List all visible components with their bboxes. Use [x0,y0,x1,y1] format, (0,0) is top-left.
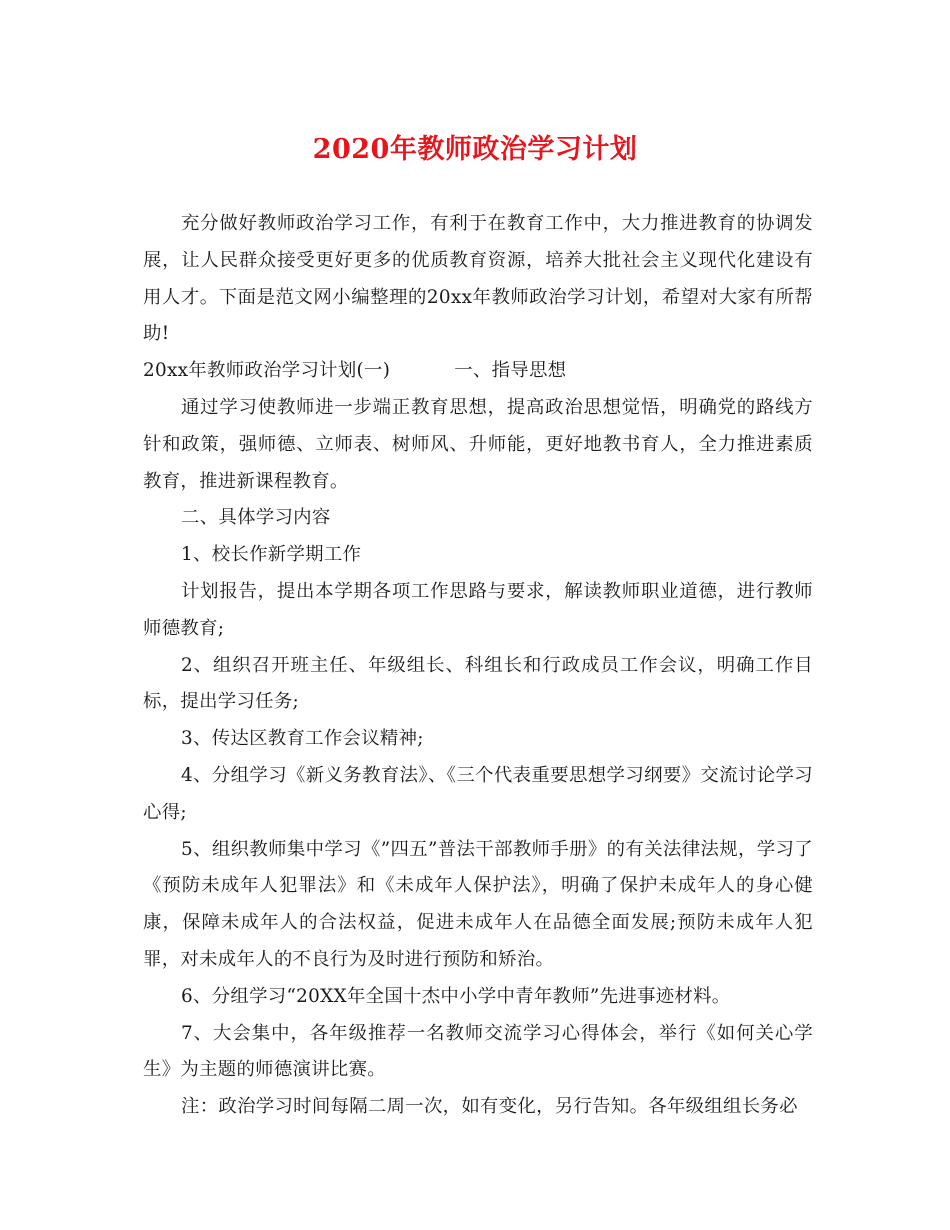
intro-paragraph: 充分做好教师政治学习工作，有利于在教育工作中，大力推进教育的协调发展，让人民群众接受更好更多的优质教育资源，培养大批社会主义现代化建设有用人才。下面是范文网小编整理的20xx年教师政治学习计划，希望对大家有所帮助! [143,213,813,345]
section1-body: 通过学习使教师进一步端正教育思想，提高政治思想觉悟，明确党的路线方针和政策，强师德、立师表、树师风、升师能，更好地教书育人，全力推进素质教育，推进新课程教育。 [143,396,813,492]
note: 注：政治学习时间每隔二周一次，如有变化，另行告知。各年级组组长务必 [181,1096,798,1118]
document-title: 2020年教师政治学习计划 [312,134,638,165]
item6: 6、分组学习“20XX年全国十杰中小学中青年教师”先进事迹材料。 [181,985,731,1007]
section1-heading: 一、指导思想 [454,360,567,382]
section2-heading: 二、具体学习内容 [181,507,331,529]
plan-heading-line [143,353,813,390]
item2: 2、组织召开班主任、年级组长、科组长和行政成员工作会议，明确工作目标，提出学习任务; [143,654,813,713]
item1-body: 计划报告，提出本学期各项工作思路与要求，解读教师职业道德，进行教师师德教育; [143,580,813,639]
item4: 4、分组学习《新义务教育法》、《三个代表重要思想学习纲要》交流讨论学习心得; [143,764,813,823]
item5: 5、组织教师集中学习《”四五”普法干部教师手册》的有关法律法规，学习了《预防未成年人犯罪法》和《未成年人保护法》，明确了保护未成年人的身心健康，保障未成年人的合法权益，促进未成年人在品德全面发展;预防未成年人犯罪，对未成年人的不良行为及时进行预防和矫治。 [143,838,813,970]
item1-title: 1、校长作新学期工作 [181,544,362,566]
plan-heading: 20xx年教师政治学习计划(一) [143,360,391,382]
item3: 3、传达区教育工作会议精神; [181,728,424,750]
document-body [143,206,813,1126]
item7: 7、大会集中，各年级推荐一名教师交流学习心得体会，举行《如何关心学生》为主题的师德演讲比赛。 [143,1022,813,1081]
